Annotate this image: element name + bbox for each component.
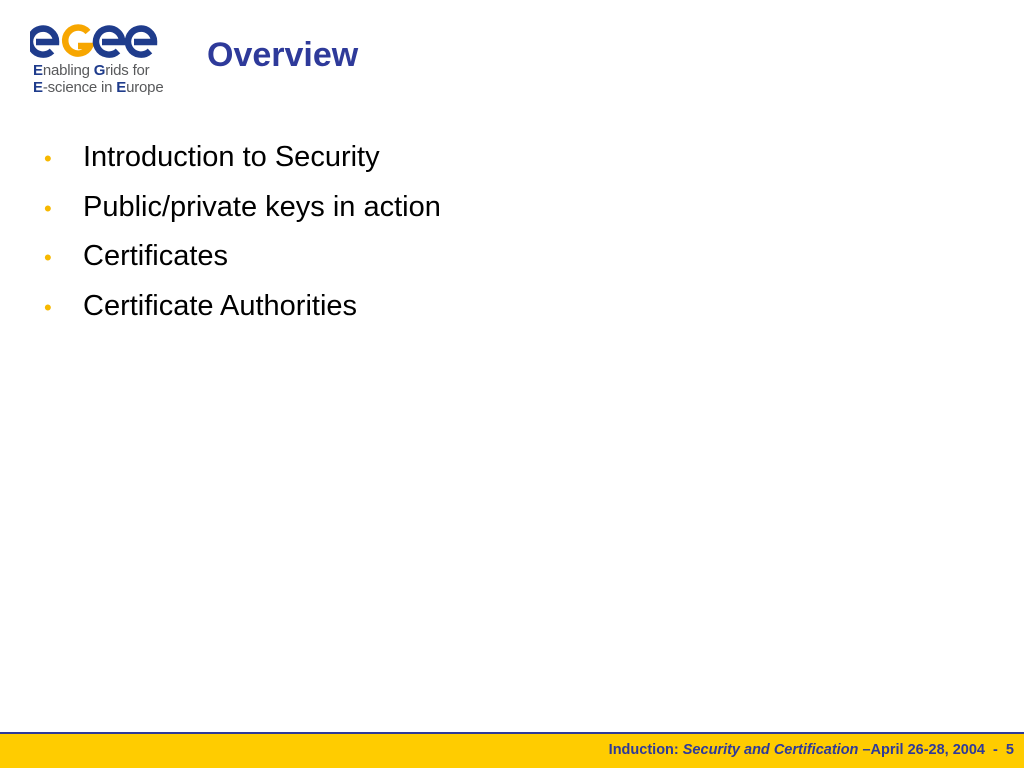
bullet-item	[44, 290, 441, 340]
bullet-text: Certificate Authorities	[83, 289, 358, 322]
bullet-item	[44, 141, 441, 191]
footer-bar	[0, 732, 1024, 768]
egee-logo	[30, 22, 170, 102]
bullet-icon: •	[44, 294, 52, 320]
bullet-item	[44, 191, 441, 241]
bullet-text: Public/private keys in action	[83, 190, 441, 223]
bullet-text: Certificates	[83, 240, 229, 272]
bullet-icon: •	[44, 146, 52, 171]
bullet-icon: •	[44, 245, 52, 270]
page-number: 5	[1005, 742, 1014, 758]
bullet-icon: •	[44, 195, 52, 221]
egee-wordmark-logo	[30, 22, 160, 60]
slide-title: Overview	[207, 36, 359, 74]
bullet-text: Introduction to Security	[83, 141, 380, 173]
footer-text: Induction: Security and Certification –April 26-28, 2004 - 5	[608, 742, 1014, 758]
logo-tagline: Enabling Grids for E-science in Europe	[33, 62, 164, 96]
bullet-item	[44, 240, 441, 290]
bullet-list	[44, 141, 441, 339]
